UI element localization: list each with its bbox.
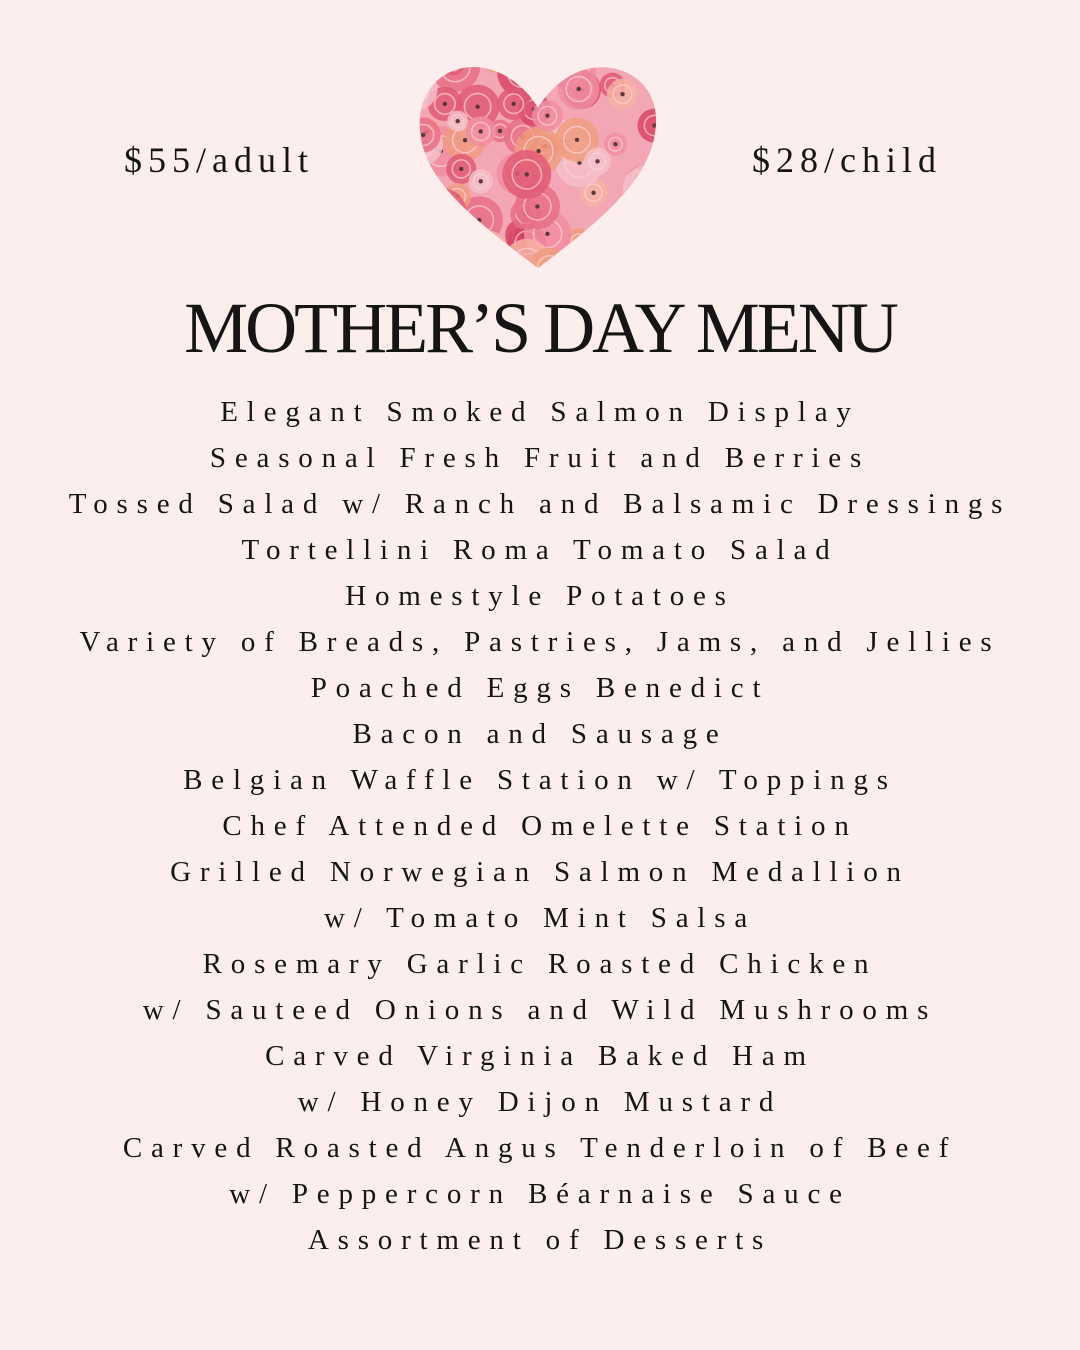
page-title: MOTHER’S DAY MENU (184, 288, 896, 368)
menu-item: w/ Tomato Mint Salsa (323, 902, 756, 934)
menu-item: Homestyle Potatoes (345, 580, 735, 612)
menu-item: w/ Peppercorn Béarnaise Sauce (229, 1178, 851, 1210)
menu-item: w/ Honey Dijon Mustard (297, 1086, 783, 1118)
menu-item: Belgian Waffle Station w/ Toppings (183, 764, 897, 796)
menu-item: w/ Sauteed Onions and Wild Mushrooms (142, 994, 938, 1026)
menu-item: Chef Attended Omelette Station (222, 810, 858, 842)
floral-heart-icon (410, 56, 666, 270)
menu-item: Carved Roasted Angus Tenderloin of Beef (122, 1132, 958, 1164)
menu-item: Tossed Salad w/ Ranch and Balsamic Dressings (68, 488, 1012, 520)
menu-item: Poached Eggs Benedict (310, 672, 770, 704)
menu-item: Elegant Smoked Salmon Display (220, 396, 860, 428)
menu-item: Assortment of Desserts (307, 1224, 773, 1256)
child-price: $28/child (752, 140, 942, 180)
adult-price: $55/adult (124, 140, 314, 180)
menu-list (0, 389, 1080, 1263)
menu-item: Variety of Breads, Pastries, Jams, and Jellies (79, 626, 1001, 658)
menu-item: Carved Virginia Baked Ham (265, 1040, 815, 1072)
menu-item: Seasonal Fresh Fruit and Berries (209, 442, 871, 474)
menu-item: Bacon and Sausage (352, 718, 728, 750)
menu-item: Rosemary Garlic Roasted Chicken (202, 948, 878, 980)
menu-item: Tortellini Roma Tomato Salad (241, 534, 839, 566)
menu-item: Grilled Norwegian Salmon Medallion (170, 856, 910, 888)
